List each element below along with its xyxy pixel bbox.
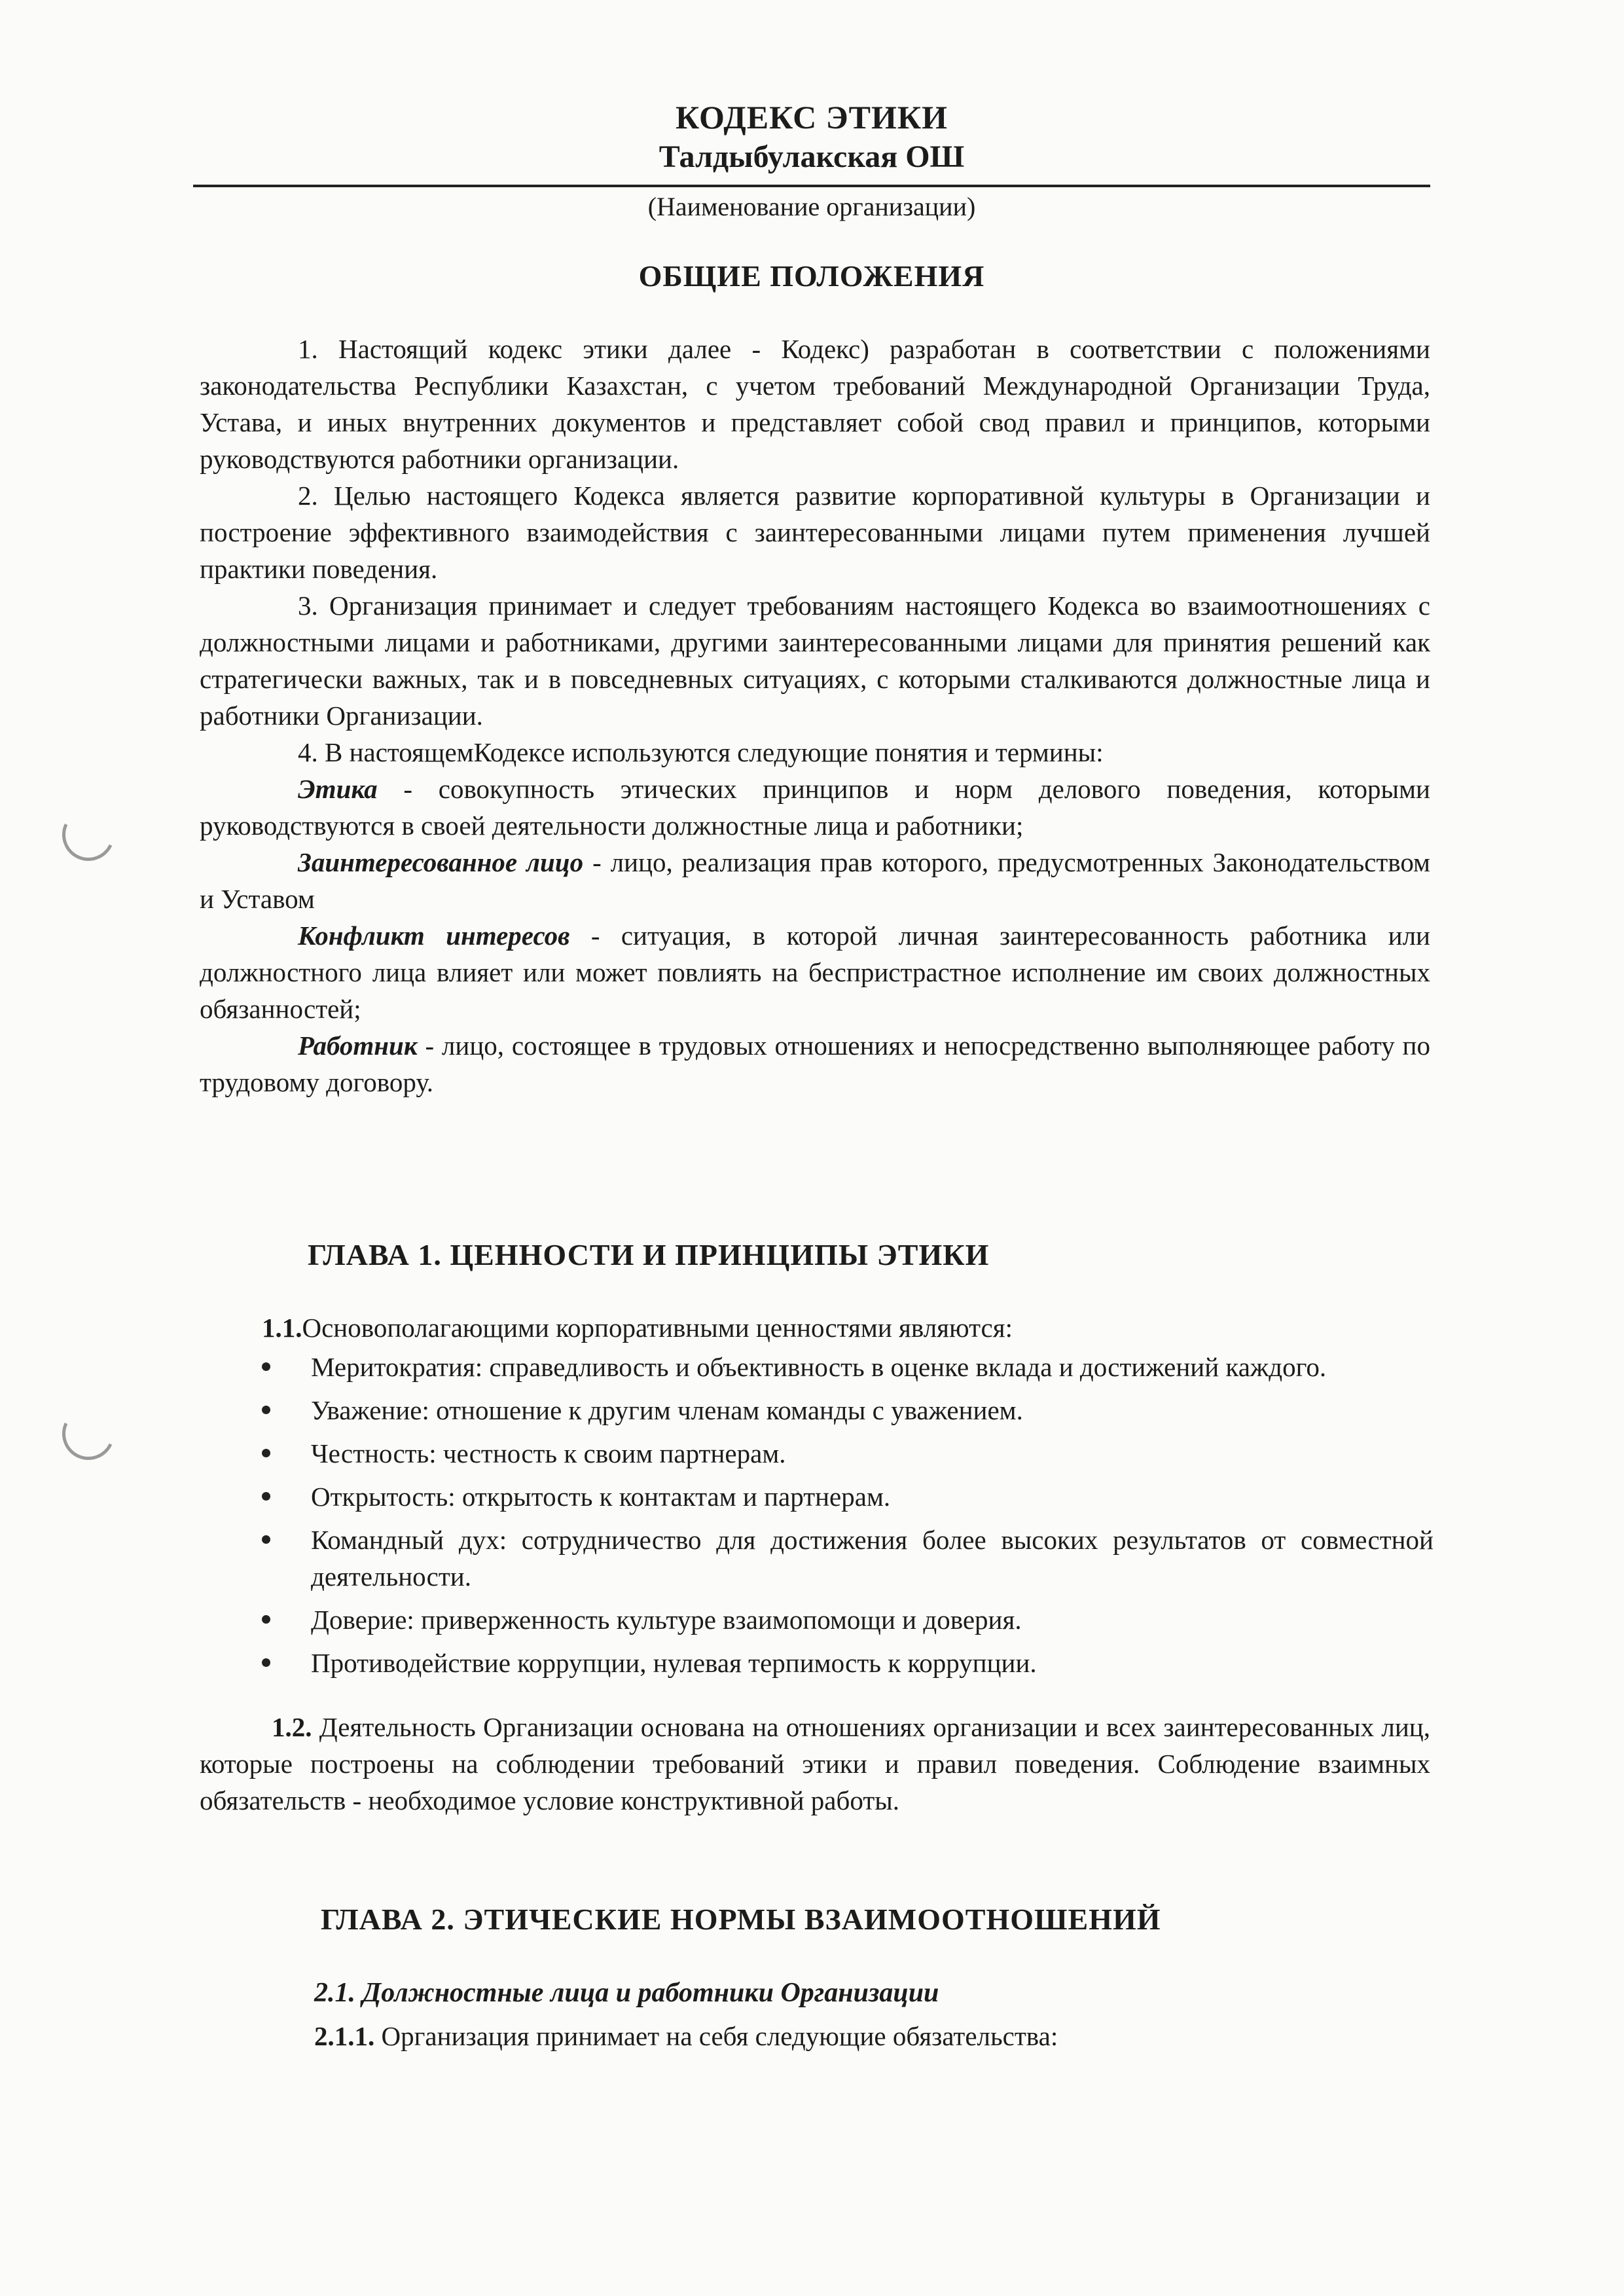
chapter-2-title: ГЛАВА 2. ЭТИЧЕСКИЕ НОРМЫ ВЗАИМООТНОШЕНИЙ xyxy=(321,1903,1161,1936)
bullet-icon xyxy=(262,1492,270,1501)
paragraph-4: 4. В настоящемКодексе используются следующие понятия и термины: xyxy=(298,737,1104,767)
item-number: 2.1.1. xyxy=(314,2021,375,2051)
organization-caption: (Наименование организации) xyxy=(647,192,976,221)
paragraph-3: 3. Организация принимает и следует требованиям настоящего Кодекса во взаимоотношениях с должностными лицами и работниками, другими заинтересованными лицами для принятия решений как стратегически важных, так и в повседневных ситуациях, с которыми сталкиваются должностные лица и работники Организации. xyxy=(200,591,1430,731)
item-1-2 xyxy=(200,1709,1430,1819)
term-definition xyxy=(200,917,1430,1027)
list-item xyxy=(262,1601,1434,1638)
item-text: Деятельность Организации основана на отношениях организации и всех заинтересованных лиц, которые построены на соблюдении требований этики и правил поведения. Соблюдение взаимных обязательств - необходимое условие конструктивной работы. xyxy=(200,1712,1430,1815)
paragraph-2: 2. Целью настоящего Кодекса является развитие корпоративной культуры в Организации и построение эффективного взаимодействия с заинтересованными лицами путем применения лучшей практики поведения. xyxy=(200,481,1430,584)
punch-hole-mark xyxy=(55,801,122,869)
subsection-heading: 2.1. Должностные лица и работники Организации xyxy=(314,1978,939,2008)
title-underline xyxy=(193,185,1430,187)
term-definition xyxy=(200,1027,1430,1101)
list-item xyxy=(262,1435,1434,1472)
term-text: - лицо, состоящее в трудовых отношениях и непосредственно выполняющее работу по трудовому договору. xyxy=(200,1030,1430,1097)
bullet-icon xyxy=(262,1615,270,1624)
section-title-general: ОБЩИЕ ПОЛОЖЕНИЯ xyxy=(638,259,985,293)
paragraph-1: 1. Настоящий кодекс этики далее - Кодекс) разработан в соответствии с положениями законодательства Республики Казахстан, с учетом требований Международной Организации Труда, Устава, и иных внутренних документов и представляет собой свод правил и принципов, которыми руководствуются работники организации. xyxy=(200,334,1430,474)
item-1-1 xyxy=(262,1309,1434,1346)
bullet-icon xyxy=(262,1406,270,1414)
value-text: Доверие: приверженность культуре взаимопомощи и доверия. xyxy=(311,1605,1022,1635)
value-text: Меритократия: справедливость и объективность в оценке вклада и достижений каждого. xyxy=(311,1352,1327,1382)
value-text: Уважение: отношение к другим членам команды с уважением. xyxy=(311,1395,1023,1425)
term-text: - лицо, реализация прав которого, предусмотренных Законодательством и Уставом xyxy=(200,847,1431,914)
value-text: Командный дух: сотрудничество для достижения более высоких результатов от совместной деятельности. xyxy=(311,1525,1434,1592)
item-text: Основополагающими корпоративными ценностями являются: xyxy=(302,1313,1013,1343)
bullet-icon xyxy=(262,1362,270,1371)
item-2-1-1 xyxy=(314,2018,1427,2054)
list-item xyxy=(262,1478,1434,1515)
term-name: Работник xyxy=(298,1030,418,1061)
chapter-1-title: ГЛАВА 1. ЦЕННОСТИ И ПРИНЦИПЫ ЭТИКИ xyxy=(308,1238,990,1271)
list-item xyxy=(262,1645,1434,1681)
item-1-2-paragraph xyxy=(200,1709,1430,1819)
item-number: 1.1. xyxy=(262,1313,302,1343)
document-title: КОДЕКС ЭТИКИ xyxy=(675,99,948,136)
list-item xyxy=(262,1349,1434,1385)
value-text: Противодействие коррупции, нулевая терпимость к коррупции. xyxy=(311,1648,1037,1678)
punch-hole-mark xyxy=(55,1400,122,1468)
organization-name: Талдыбулакская ОШ xyxy=(659,139,965,174)
term-definition xyxy=(200,771,1430,844)
term-name: Заинтересованное лицо xyxy=(298,847,584,877)
term-definition xyxy=(200,844,1430,917)
values-list xyxy=(262,1349,1434,1688)
general-provisions-body xyxy=(200,331,1430,1101)
list-item xyxy=(262,1392,1434,1429)
term-name: Конфликт интересов xyxy=(298,920,570,951)
term-text: - совокупность этических принципов и норм делового поведения, которыми руководствуются в своей деятельности должностные лица и работники; xyxy=(200,774,1430,841)
term-text: - ситуация, в которой личная заинтересованность работника или должностного лица влияет или может повлиять на беспристрастное исполнение им своих должностных обязанностей; xyxy=(200,920,1430,1024)
item-text: Организация принимает на себя следующие обязательства: xyxy=(374,2021,1058,2051)
value-text: Честность: честность к своим партнерам. xyxy=(311,1438,786,1468)
value-text: Открытость: открытость к контактам и партнерам. xyxy=(311,1482,891,1512)
item-number: 1.2. xyxy=(272,1712,312,1742)
bullet-icon xyxy=(262,1658,270,1667)
bullet-icon xyxy=(262,1449,270,1457)
term-name: Этика xyxy=(298,774,378,804)
list-item xyxy=(262,1522,1434,1595)
bullet-icon xyxy=(262,1535,270,1544)
